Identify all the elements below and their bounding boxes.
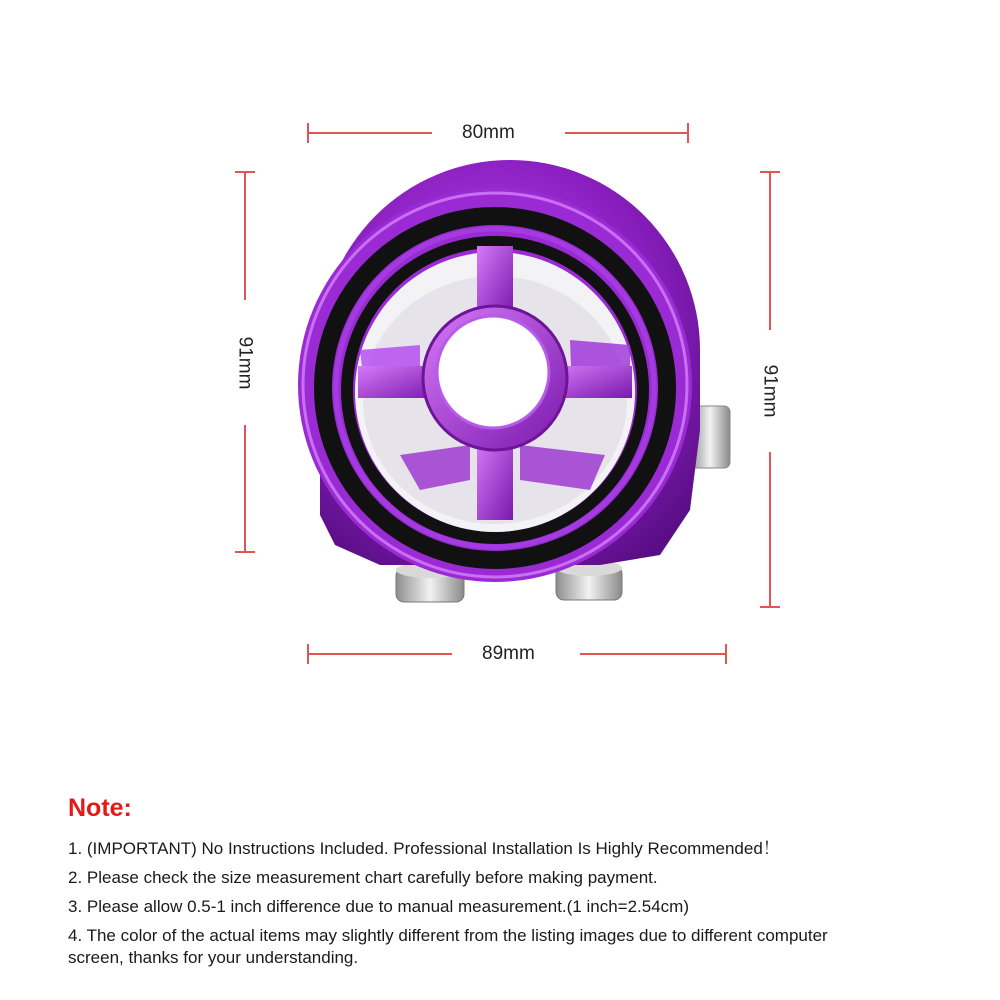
note-line-4: 4. The color of the actual items may slightly different from the listing images due to different computer (68, 926, 828, 945)
oil-filter-sandwich-adapter (298, 160, 730, 602)
right-height-label: 91mm (759, 364, 781, 418)
top-width-label: 80mm (462, 122, 515, 143)
note-line-5: screen, thanks for your understanding. (68, 948, 359, 967)
note-title: Note: (68, 794, 132, 822)
note-line-1: 1. (IMPORTANT) No Instructions Included. Professional Installation Is Highly Recommended！ (68, 839, 780, 858)
bottom-width-label: 89mm (482, 643, 535, 664)
note-line-2: 2. Please check the size measurement chart carefully before making payment. (68, 868, 658, 887)
note-line-3: 3. Please allow 0.5-1 inch difference due to manual measurement.(1 inch=2.54cm) (68, 897, 690, 916)
left-height-label: 91mm (234, 336, 256, 390)
